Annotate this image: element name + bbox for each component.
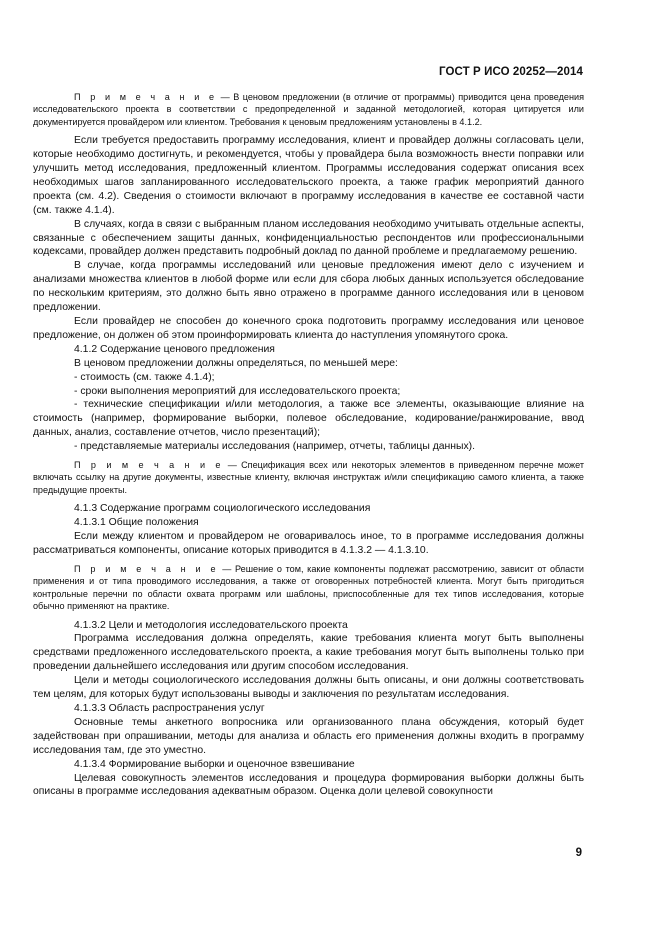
note-label: П р и м е ч а н и е	[74, 563, 219, 574]
section-heading-4-1-2: 4.1.2 Содержание ценового предложения	[74, 343, 275, 355]
paragraph: Основные темы анкетного вопросника или организованного плана обсуждения, который будет задействован при опрашивании, методы для анализа и область его применения должны входить в программу исследования там, где это уместно.	[33, 716, 584, 756]
section-heading-4-1-3-4: 4.1.3.4 Формирование выборки и оценочное взвешивание	[74, 758, 355, 770]
section-heading-4-1-3-3: 4.1.3.3 Область распространения услуг	[74, 702, 265, 714]
list-item: - сроки выполнения мероприятий для исследовательского проекта;	[74, 385, 401, 397]
paragraph: Если провайдер не способен до конечного срока подготовить программу исследования или ценовое предложение, он должен об этом проинформировать клиента до наступления упомянутого срока.	[33, 316, 584, 341]
list-item: - технические спецификации и/или методология, а также все элементы, оказывающие влияние на стоимость (например, формирование выборки, полевое обследование, кодирование/ранжирование, ввод данных, анализ, составление отчетов, число презентаций);	[33, 399, 584, 439]
document-id-header: ГОСТ Р ИСО 20252—2014	[438, 66, 583, 78]
paragraph: В ценовом предложении должны определяться, по меньшей мере:	[74, 357, 398, 369]
note-components	[33, 563, 584, 613]
list-item: - представляемые материалы исследования (например, отчеты, таблицы данных).	[74, 441, 476, 453]
page-number: 9	[575, 847, 582, 859]
section-heading-4-1-3: 4.1.3 Содержание программ социологического исследования	[74, 503, 371, 515]
paragraph: Целевая совокупность элементов исследования и процедура формирования выборки должны быть описаны в программе исследования адекватным образом. Оценка доли целевой совокупности	[33, 772, 584, 798]
paragraph: В случае, когда программы исследований или ценовые предложения имеют дело с изучением и анализами множества клиентов в любой форме или если для сбора любых данных используется обследование по нескольким критериям, это должно быть явно отражено в программе данного исследования или в ценовом предложении.	[33, 260, 584, 314]
paragraph: Если между клиентом и провайдером не оговаривалось иное, то в программе исследования должны рассматриваться компоненты, описание которых приводится в 4.1.3.2 — 4.1.3.10.	[33, 531, 584, 556]
note-price-proposal	[33, 91, 584, 128]
section-heading-4-1-3-1: 4.1.3.1 Общие положения	[74, 517, 199, 529]
note-text: — В ценовом предложении (в отличие от программы) приводится цена проведения исследовательского проекта в соответствии с предопределенной и заданной методологией, которая цитируется или документируется провайдером или клиентом. Требования к ценовым предложениям установлены в 4.1.2.	[33, 92, 584, 127]
paragraph: Если требуется предоставить программу исследования, клиент и провайдер должны согласовать цели, которые необходимо достигнуть, и рекомендуется, чтобы у провайдера была возможность внести поправки или улучшить метод исследования, предложенный клиентом. Программы исследования содержат описания всех необходимых шагов запланированного исследовательского проекта, а также график мероприятий данного проекта (см. 4.2). Сведения о стоимости включают в программу исследования в качестве ее составной части (см. также 4.1.4).	[33, 135, 584, 216]
paragraph: Программа исследования должна определять, какие требования клиента могут быть выполнены средствами предложенного исследовательского проекта, а какие требования могут быть выполнены только при проведении дальнейшего исследования или другим способом исследования.	[33, 633, 584, 673]
page-content	[33, 91, 584, 799]
note-text: — Спецификация всех или некоторых элементов в приведенном перечне может включать ссылку на другие документы, известные клиенту, включая инструктаж и/или спецификацию самого клиента, а также предыдущие проекты.	[33, 460, 584, 495]
note-specification	[33, 459, 584, 496]
note-text: — Решение о том, какие компоненты подлежат рассмотрению, зависит от области применения и от типа проводимого исследования, а также от оговоренных потребностей клиента. Могут быть пригодиться контрольные перечни по области охвата программ или шаблоны, приспособленные для тех типов исследования, которые обычно применяют на практике.	[33, 563, 584, 612]
note-label: П р и м е ч а н и е	[74, 460, 224, 471]
paragraph: В случаях, когда в связи с выбранным планом исследования необходимо учитывать отдельные аспекты, связанные с обеспечением защиты данных, конфиденциальностью респондентов или профессиональными кодексами, провайдер должен представить подробный доклад по данной проблеме и предлагаемому решению.	[33, 218, 584, 258]
paragraph: Цели и методы социологического исследования должны быть описаны, и они должны соответствовать тем целям, для которых будут использованы выводы и заключения по результатам исследования.	[33, 675, 584, 701]
section-heading-4-1-3-2: 4.1.3.2 Цели и методология исследовательского проекта	[74, 619, 348, 631]
list-item: - стоимость (см. также 4.1.4);	[74, 371, 215, 383]
note-label: П р и м е ч а н и е	[74, 92, 218, 102]
